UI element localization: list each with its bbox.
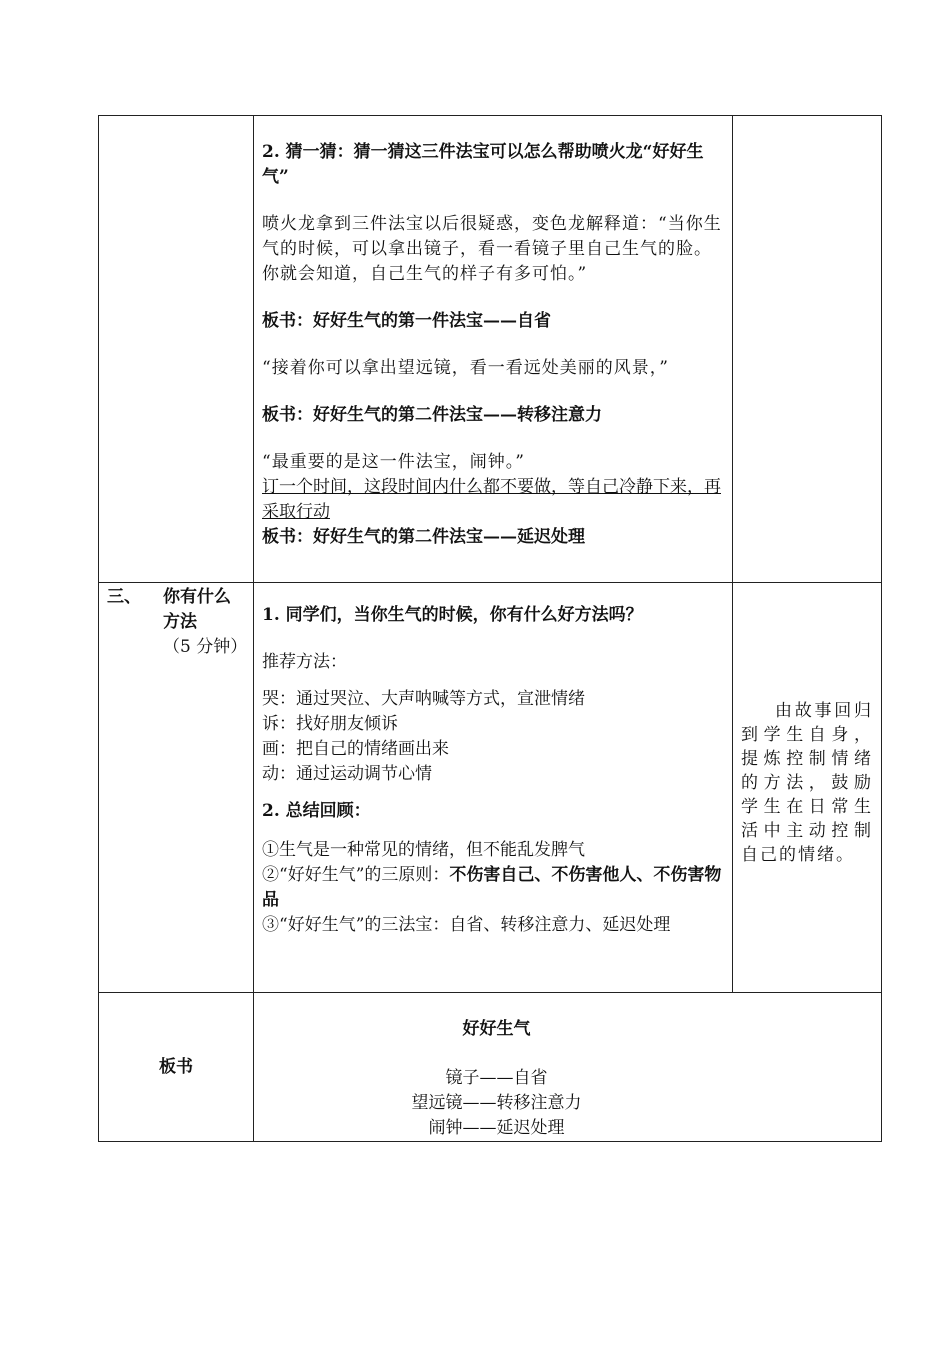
table-row [99,583,882,993]
design-note: 由故事回归到学生自身，提炼控制情绪的方法，鼓励学生在日常生活中主动控制自己的情绪。 [741,701,873,865]
story-paragraph-2: “接着你可以拿出望远镜，看一看远处美丽的风景，” [262,358,669,378]
board-line: 闹钟——延迟处理 [428,1118,565,1138]
section-number: 三、 [107,587,141,607]
summary-2 [262,863,724,913]
summary-1: ①生气是一种常见的情绪，但不能乱发脾气 [262,840,585,860]
section-duration: （5 分钟） [163,637,248,657]
underlined-instruction: 订一个时间，这段时间内什么都不要做，等自己冷静下来，再采取行动 [262,477,721,522]
list-item: 动：通过运动调节心情 [262,764,432,784]
list-item: 画：把自己的情绪画出来 [262,739,449,759]
board-label: 板书 [159,1056,193,1077]
board-label-cell [99,993,254,1142]
section-name: 你有什么方法 [163,587,231,632]
summary-3: ③“好好生气”的三法宝：自省、转移注意力、延迟处理 [262,915,671,935]
table-row [99,993,882,1142]
summary-2-bold: 不伤害自己、不伤害他人、不伤害物品 [262,865,722,910]
board-line: 望远镜——转移注意力 [411,1093,582,1113]
content-cell [254,116,733,583]
board-line: 镜子——自省 [445,1068,548,1088]
list-item: 诉：找好朋友倾诉 [262,714,398,734]
note-cell-empty [733,116,882,583]
list-item: 哭：通过哭泣、大声呐喊等方式，宣泄情绪 [262,689,585,709]
lesson-plan-table [98,115,882,1142]
guess-heading: 2. 猜一猜：猜一猜这三件法宝可以怎么帮助喷火龙“好好生气” [262,142,704,187]
recommend-label: 推荐方法： [262,652,347,672]
board-title: 好好生气 [462,1019,531,1039]
board-note-2: 板书：好好生气的第二件法宝——转移注意力 [262,405,602,425]
content-cell [254,583,733,993]
board-note-3: 板书：好好生气的第二件法宝——延迟处理 [262,527,585,547]
section-cell-empty [99,116,254,583]
board-content-cell [254,993,882,1142]
story-paragraph-3: “最重要的是这一件法宝，闹钟。” [262,452,525,472]
summary-2-prefix: ②“好好生气”的三原则： [262,865,450,885]
note-cell [733,583,882,993]
table-row [99,116,882,583]
question-2: 2. 总结回顾： [262,801,371,821]
question-1: 1. 同学们，当你生气的时候，你有什么好方法吗？ [262,605,643,625]
board-note-1: 板书：好好生气的第一件法宝——自省 [262,311,551,331]
section-cell [99,583,254,993]
story-paragraph: 喷火龙拿到三件法宝以后很疑惑，变色龙解释道：“当你生气的时候，可以拿出镜子，看一看镜子里自己生气的脸。你就会知道，自己生气的样子有多可怕。” [262,214,722,284]
